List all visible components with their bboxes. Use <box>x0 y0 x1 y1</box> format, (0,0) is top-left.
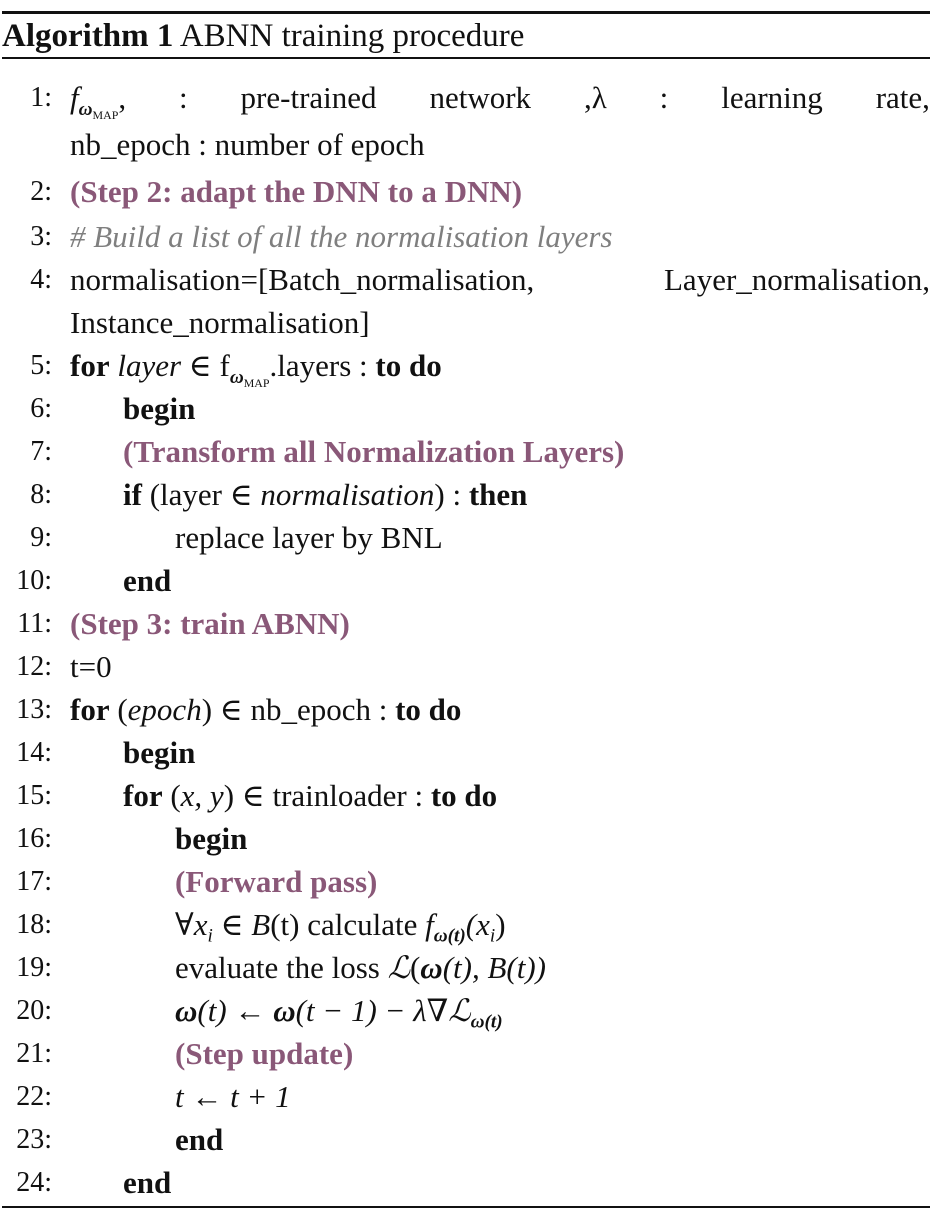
algorithm-title: ABNN training procedure <box>179 18 525 54</box>
line-number: 1: <box>30 82 52 113</box>
step-heading: (Step 3: train ABNN) <box>70 606 350 641</box>
line-content: $f_{\omega_{MAP}}$, : pre-trained network ,λ : learning rate, <box>70 80 930 122</box>
step-heading: (Forward pass) <box>175 864 378 899</box>
bottom-rule <box>2 1206 930 1208</box>
algorithm-caption <box>2 14 524 58</box>
step-heading: (Transform all Normalization Layers) <box>123 434 625 469</box>
comment: # Build a list of all the normalisation layers <box>70 219 613 254</box>
algorithm-label: Algorithm 1 <box>2 18 174 54</box>
step-heading: (Step 2: adapt the DNN to a DNN) <box>70 174 523 209</box>
caption-rule <box>2 57 930 59</box>
step-heading: (Step update) <box>175 1036 354 1071</box>
